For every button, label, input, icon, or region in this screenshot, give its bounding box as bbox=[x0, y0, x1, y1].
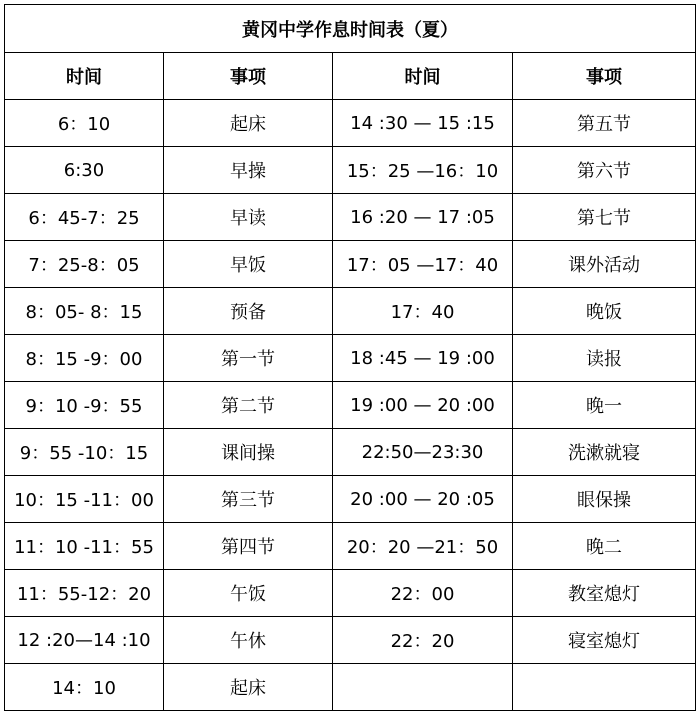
item-right-cell: 眼保操 bbox=[513, 476, 696, 523]
item-right-cell: 读报 bbox=[513, 335, 696, 382]
item-right-cell: 第七节 bbox=[513, 194, 696, 241]
table-row bbox=[5, 288, 696, 335]
time-left-cell: 12 :20—14 :10 bbox=[5, 617, 164, 664]
header-time-right: 时间 bbox=[333, 53, 513, 100]
table-row bbox=[5, 241, 696, 288]
title-row bbox=[5, 5, 696, 53]
table-row bbox=[5, 100, 696, 147]
time-right-cell: 15：25 —16：10 bbox=[333, 147, 513, 194]
item-left-cell: 第一节 bbox=[164, 335, 333, 382]
table-title: 黄冈中学作息时间表（夏） bbox=[5, 5, 696, 53]
table-row bbox=[5, 476, 696, 523]
table-row bbox=[5, 429, 696, 476]
item-left-cell: 起床 bbox=[164, 664, 333, 711]
item-left-cell: 早饭 bbox=[164, 241, 333, 288]
time-right-cell: 20：20 —21：50 bbox=[333, 523, 513, 570]
item-right-cell: 第六节 bbox=[513, 147, 696, 194]
item-right-cell: 晚饭 bbox=[513, 288, 696, 335]
table-row bbox=[5, 147, 696, 194]
time-left-cell: 10：15 -11：00 bbox=[5, 476, 164, 523]
table-row bbox=[5, 523, 696, 570]
item-right-cell: 寝室熄灯 bbox=[513, 617, 696, 664]
schedule-body bbox=[5, 5, 696, 711]
item-right-cell: 晚一 bbox=[513, 382, 696, 429]
header-row bbox=[5, 53, 696, 100]
time-right-cell bbox=[333, 664, 513, 711]
time-left-cell: 6：45-7：25 bbox=[5, 194, 164, 241]
item-left-cell: 早操 bbox=[164, 147, 333, 194]
item-right-cell: 洗漱就寝 bbox=[513, 429, 696, 476]
time-right-cell: 20 :00 — 20 :05 bbox=[333, 476, 513, 523]
item-left-cell: 午休 bbox=[164, 617, 333, 664]
time-right-cell: 18 :45 — 19 :00 bbox=[333, 335, 513, 382]
item-left-cell: 课间操 bbox=[164, 429, 333, 476]
item-left-cell: 早读 bbox=[164, 194, 333, 241]
time-left-cell: 8：05- 8：15 bbox=[5, 288, 164, 335]
time-left-cell: 9：55 -10：15 bbox=[5, 429, 164, 476]
table-row bbox=[5, 617, 696, 664]
header-item-left: 事项 bbox=[164, 53, 333, 100]
item-right-cell: 第五节 bbox=[513, 100, 696, 147]
time-right-cell: 22:50—23:30 bbox=[333, 429, 513, 476]
time-right-cell: 14 :30 — 15 :15 bbox=[333, 100, 513, 147]
time-right-cell: 19 :00 — 20 :00 bbox=[333, 382, 513, 429]
time-left-cell: 14：10 bbox=[5, 664, 164, 711]
item-left-cell: 第二节 bbox=[164, 382, 333, 429]
time-right-cell: 17：40 bbox=[333, 288, 513, 335]
item-left-cell: 第三节 bbox=[164, 476, 333, 523]
item-left-cell: 午饭 bbox=[164, 570, 333, 617]
item-right-cell: 晚二 bbox=[513, 523, 696, 570]
time-left-cell: 8：15 -9：00 bbox=[5, 335, 164, 382]
time-left-cell: 7：25-8：05 bbox=[5, 241, 164, 288]
time-left-cell: 9：10 -9：55 bbox=[5, 382, 164, 429]
time-left-cell: 11：55-12：20 bbox=[5, 570, 164, 617]
item-left-cell: 预备 bbox=[164, 288, 333, 335]
header-item-right: 事项 bbox=[513, 53, 696, 100]
table-row bbox=[5, 335, 696, 382]
table-row bbox=[5, 194, 696, 241]
table-row bbox=[5, 382, 696, 429]
table-row bbox=[5, 664, 696, 711]
item-left-cell: 第四节 bbox=[164, 523, 333, 570]
time-left-cell: 11：10 -11：55 bbox=[5, 523, 164, 570]
time-left-cell: 6：10 bbox=[5, 100, 164, 147]
item-right-cell: 教室熄灯 bbox=[513, 570, 696, 617]
time-right-cell: 17：05 —17：40 bbox=[333, 241, 513, 288]
schedule-table bbox=[4, 4, 696, 711]
time-left-cell: 6:30 bbox=[5, 147, 164, 194]
table-row bbox=[5, 570, 696, 617]
item-left-cell: 起床 bbox=[164, 100, 333, 147]
item-right-cell: 课外活动 bbox=[513, 241, 696, 288]
time-right-cell: 22：20 bbox=[333, 617, 513, 664]
item-right-cell bbox=[513, 664, 696, 711]
time-right-cell: 16 :20 — 17 :05 bbox=[333, 194, 513, 241]
time-right-cell: 22：00 bbox=[333, 570, 513, 617]
header-time-left: 时间 bbox=[5, 53, 164, 100]
